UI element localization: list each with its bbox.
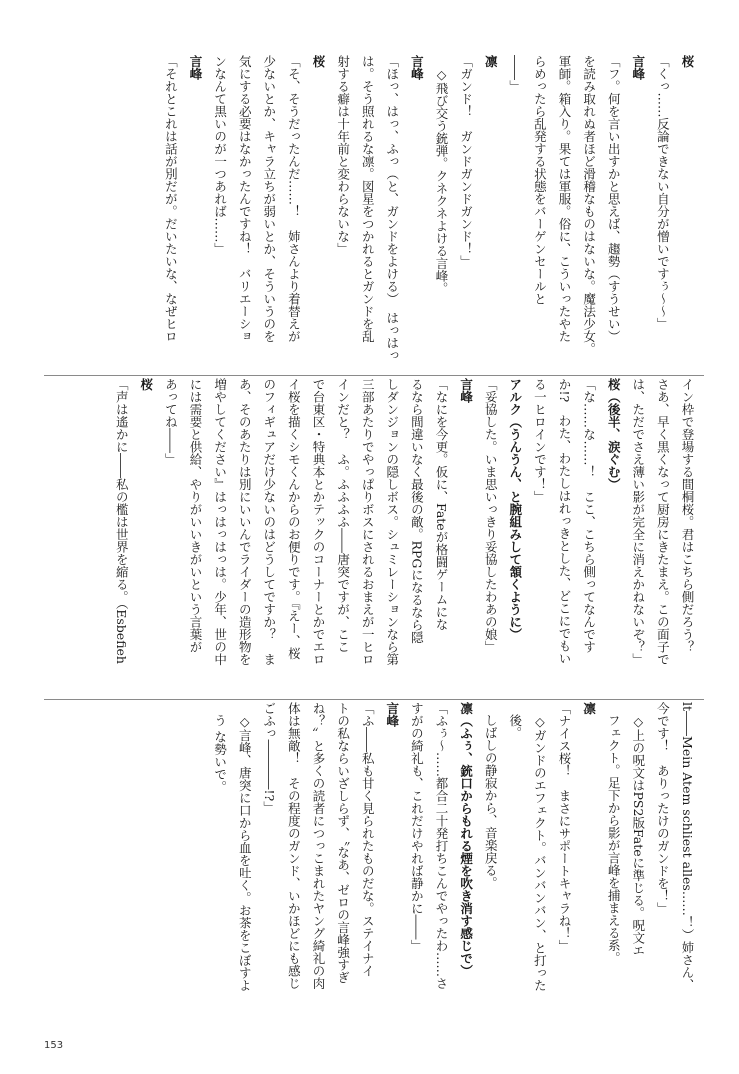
speaker-label: 凛	[581, 702, 597, 715]
dialogue-line: 「声は遙かに――私の檻は世界を縮る。（Esbefieh	[114, 378, 130, 664]
dialogue-line: のフィギュアだけ少ないのはどうしてですか？ ま	[261, 378, 277, 666]
dialogue-line: には需要と供給、やりがいいきがいという言葉が	[188, 378, 203, 653]
speaker-label: 言峰	[384, 702, 400, 727]
speaker-label: 桜	[311, 55, 326, 68]
page-number: 153	[44, 1040, 64, 1051]
stage-direction: しばしの静寂から、音楽戻る。	[483, 714, 499, 889]
band-divider	[44, 375, 704, 376]
dialogue-line: は、ただでさえ薄い影が完全に消えかねないぞ？」	[630, 378, 646, 666]
dialogue-line: 三部あたりでやっぱりボスにされるおまえが一ヒロ	[360, 378, 376, 666]
dialogue-line: インだと？ ふ。ふふふふ――唐突ですが、ここ	[335, 378, 351, 653]
speaker-label: 言峰	[630, 55, 646, 80]
dialogue-line: るなら間違いなく最後の敵。RPGになるなら隠	[409, 378, 425, 644]
dialogue-line: 軍師。箱入り。果ては軍服。俗に、こういったやた	[557, 55, 572, 343]
dialogue-line: ――」	[507, 55, 523, 93]
speaker-label: 凛	[483, 55, 499, 68]
stage-direction: ◇ガンドのエフェクト。バンバンバン、と打った	[532, 714, 548, 992]
dialogue-line: は。そう照れるな凛。図星をつかれるとガンドを乱	[360, 55, 376, 343]
dialogue-line: さあ、早く黒くなって厨房にきたまえ。この面子で	[655, 378, 671, 666]
dialogue-line: を読み取れぬ者ほど滑稽なものはないな。魔法少女。	[581, 55, 597, 355]
dialogue-line: 「ふぅ〜……都合二十発打ちこんでやったわ……さ	[434, 702, 449, 990]
speaker-label: 桜（後半、涙ぐむ）	[606, 378, 622, 491]
stage-direction: ◇上の呪文はPS2版Fateに準じる。呪文エ	[630, 714, 646, 957]
speaker-label: 言峰	[409, 55, 425, 80]
band-divider	[44, 699, 704, 700]
stage-direction: ◇言峰、唐突に口から血を吐く。お茶をこぼすよ	[237, 714, 253, 992]
dialogue-line: 射する癖は十年前と変わらないな」	[335, 55, 351, 255]
dialogue-line: 「妥協した。いま思いっきり妥協したわあの娘」	[483, 378, 499, 653]
dialogue-line: 増やしてください』はっはっはっは。少年、世の中	[212, 378, 228, 666]
dialogue-line: 「くっ……反論できない自分が憎いですぅ〜〜」	[655, 55, 671, 330]
stage-direction: フェクト。足下から影が言峰を捕まえる系。	[606, 714, 622, 964]
dialogue-line: 「ナイス桜！ まさにサポートキャラね！」	[557, 702, 572, 952]
speaker-label: 言峰	[458, 378, 474, 403]
stage-direction: う な勢いで。	[212, 714, 228, 793]
dialogue-line: 「ほっ、はっ、ふっ（と、ガンドをよける） はっはっ	[384, 55, 400, 362]
speaker-label: 凛（ふぅ、銃口からもれる煙を吹き消す感じで）	[458, 702, 474, 977]
dialogue-line: ね？〟と多くの読者につっこまれたヤング綺礼の肉	[311, 702, 326, 990]
dialogue-line: ンなんて黒いのが一つあれば……」	[212, 55, 228, 255]
dialogue-line: 気にする必要はなかったんですね！ バリエーショ	[237, 55, 253, 343]
text-band-top	[44, 55, 704, 373]
dialogue-line: あってね――」	[163, 378, 179, 466]
speaker-label: 桜	[680, 55, 695, 68]
speaker-label: 桜	[138, 378, 154, 391]
text-band-middle	[44, 378, 704, 696]
dialogue-line: イ桜を描くシモくんからのお便りです。『えー、桜	[286, 378, 302, 660]
stage-direction: ◇飛び交う銃弾。クネクネよける言峰。	[434, 67, 449, 295]
dialogue-line: ごふっ――――!?」	[261, 702, 277, 814]
dialogue-line: あ、そのあたりは別にいいんでライダーの造形物を	[237, 378, 253, 666]
dialogue-line: か!? わた、わたしはれっきとした、どこにでもい	[557, 378, 572, 665]
dialogue-line: lt――Mein Atem schliest alles……！）姉さん、	[680, 702, 695, 991]
dialogue-line: で台東区・特典本とかテックのコーナーとかでエロ	[311, 378, 326, 666]
dialogue-line: イン枠で登場する間桐桜。君はこちら側だろう？	[680, 378, 695, 653]
dialogue-line: 今です！ ありったけのガンドを！」	[655, 702, 671, 915]
dialogue-line: 「ガンド！ ガンドガンドガンド！」	[458, 55, 474, 268]
dialogue-line: らめったら乱発する状態をバーゲンセールと	[532, 55, 548, 305]
dialogue-line: 「そ、そうだったんだ……！ 姉さんより着替えが	[286, 55, 302, 343]
dialogue-line: しダンジョンの隠しボス。シュミレーションなら第	[384, 378, 400, 666]
dialogue-line: る一ヒロインです！」	[532, 378, 548, 503]
speaker-label: アルク（うんうん、と腕組みして頷くように）	[507, 378, 523, 641]
dialogue-line: 「なにを今更。仮に、Fateが格闘ゲームにな	[434, 378, 449, 631]
dialogue-line: すがの綺礼も、これだけやれば静かに――」	[409, 702, 425, 952]
stage-direction: 後。	[507, 714, 523, 739]
text-band-bottom	[44, 702, 704, 1020]
dialogue-line: 体は無敵！ その程度のガンド、いかほどにも感じ	[286, 702, 302, 990]
dialogue-line: 「フ。何を言い出すかと思えば、趨勢（すうせい）	[606, 55, 622, 343]
dialogue-line: 少ないとか、キャラ立ちが弱いとか、そういうのを	[261, 55, 277, 343]
dialogue-line: 「それとこれは話が別だが。だいたいな、なぜヒロ	[163, 55, 179, 343]
dialogue-line: 「ふ――私も甘く見られたものだな。ステイナイ	[360, 702, 376, 977]
dialogue-line: 「な……な……！ ここ、こちら側ってなんです	[581, 378, 597, 653]
speaker-label: 言峰	[188, 55, 203, 80]
dialogue-line: トの私ならいざしらず、〝なあ、ゼロの言峰強すぎ	[335, 702, 351, 984]
